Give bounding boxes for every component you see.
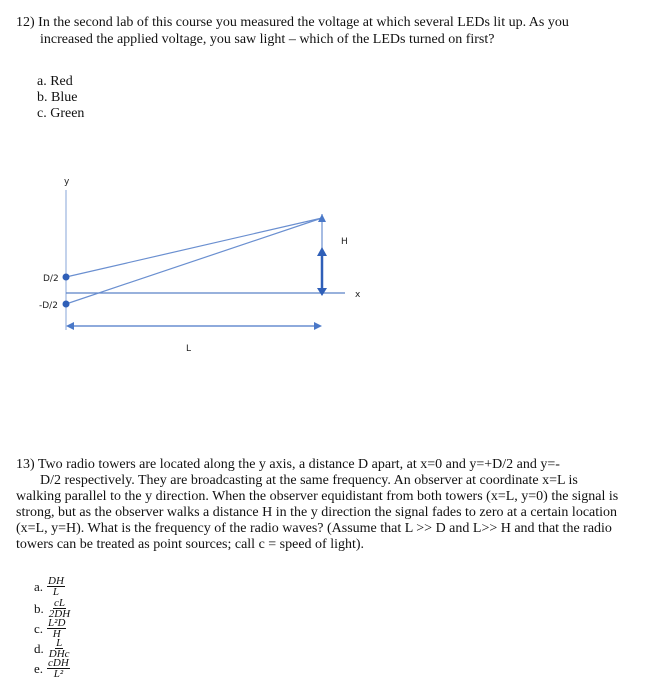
- q13-line6: towers can be treated as point sources; call c = speed of light).: [16, 537, 365, 552]
- q12-option-c: c. Green: [37, 106, 85, 121]
- denominator: L²: [53, 668, 64, 680]
- q13-line2: D/2 respectively. They are broadcasting at the same frequency. An observer at coordinate x=L is: [40, 473, 578, 488]
- q13-answer-c: [34, 618, 66, 639]
- answer-letter: a.: [34, 578, 44, 594]
- q12-line2: increased the applied voltage, you saw light – which of the LEDs turned on first?: [40, 32, 495, 47]
- q13-line5: (x=L, y=H). What is the frequency of the radio waves? (Assume that L >> D and L>> H and that the radio: [16, 521, 612, 536]
- bottom-tower-label: -D/2: [39, 301, 58, 311]
- l-label: L: [186, 344, 192, 354]
- answer-fraction: [47, 618, 66, 639]
- q12-line1: 12) In the second lab of this course you measured the voltage at which several LEDs lit up. As you: [16, 15, 569, 30]
- answer-fraction: [47, 576, 65, 597]
- x-axis-label: x: [355, 290, 361, 300]
- numerator: L: [56, 637, 63, 649]
- q12-option-a: a. Red: [37, 74, 73, 89]
- h-arrow-up-head: [317, 247, 327, 256]
- denominator: H: [52, 628, 61, 640]
- denominator: L: [52, 586, 60, 598]
- path-bottom-tower: [66, 218, 322, 304]
- top-tower-label: D/2: [43, 274, 59, 284]
- q13-answer-d: [34, 638, 71, 659]
- h-arrow-down-head: [317, 288, 327, 296]
- q13-line1: 13) Two radio towers are located along the y axis, a distance D apart, at x=0 and y=+D/2 and y=-: [16, 457, 560, 472]
- numerator: L²D: [48, 617, 66, 629]
- path-top-tower: [66, 218, 322, 277]
- q13-answer-b: [34, 598, 71, 619]
- answer-fraction: [48, 598, 71, 619]
- answer-letter: d.: [34, 640, 44, 656]
- top-arrow-head: [318, 214, 326, 222]
- q13-line4: strong, but as the observer walks a distance H in the y direction the signal fades to zero at a certain location: [16, 505, 618, 520]
- tower-diagram: [0, 170, 668, 360]
- answer-letter: e.: [34, 660, 44, 676]
- q13-answer-e: [34, 658, 70, 679]
- h-label: H: [341, 237, 348, 247]
- q12-option-b: b. Blue: [37, 90, 78, 105]
- answer-letter: c.: [34, 620, 44, 636]
- l-arrow-right: [314, 322, 322, 330]
- answer-fraction: [48, 638, 71, 659]
- answer-fraction: [47, 658, 70, 679]
- numerator: cDH: [48, 657, 69, 669]
- denominator: 2DH: [48, 608, 71, 620]
- numerator: cL: [53, 597, 65, 609]
- denominator: DHc: [48, 648, 70, 660]
- l-arrow-left: [66, 322, 74, 330]
- bottom-tower-dot: [63, 301, 70, 308]
- y-axis-label: y: [64, 177, 70, 187]
- q13-answer-a: [34, 576, 65, 597]
- top-tower-dot: [63, 274, 70, 281]
- q13-line3: walking parallel to the y direction. When the observer equidistant from both towers (x=L, y=0) the signal is: [16, 489, 619, 504]
- numerator: DH: [48, 575, 64, 587]
- answer-letter: b.: [34, 600, 44, 616]
